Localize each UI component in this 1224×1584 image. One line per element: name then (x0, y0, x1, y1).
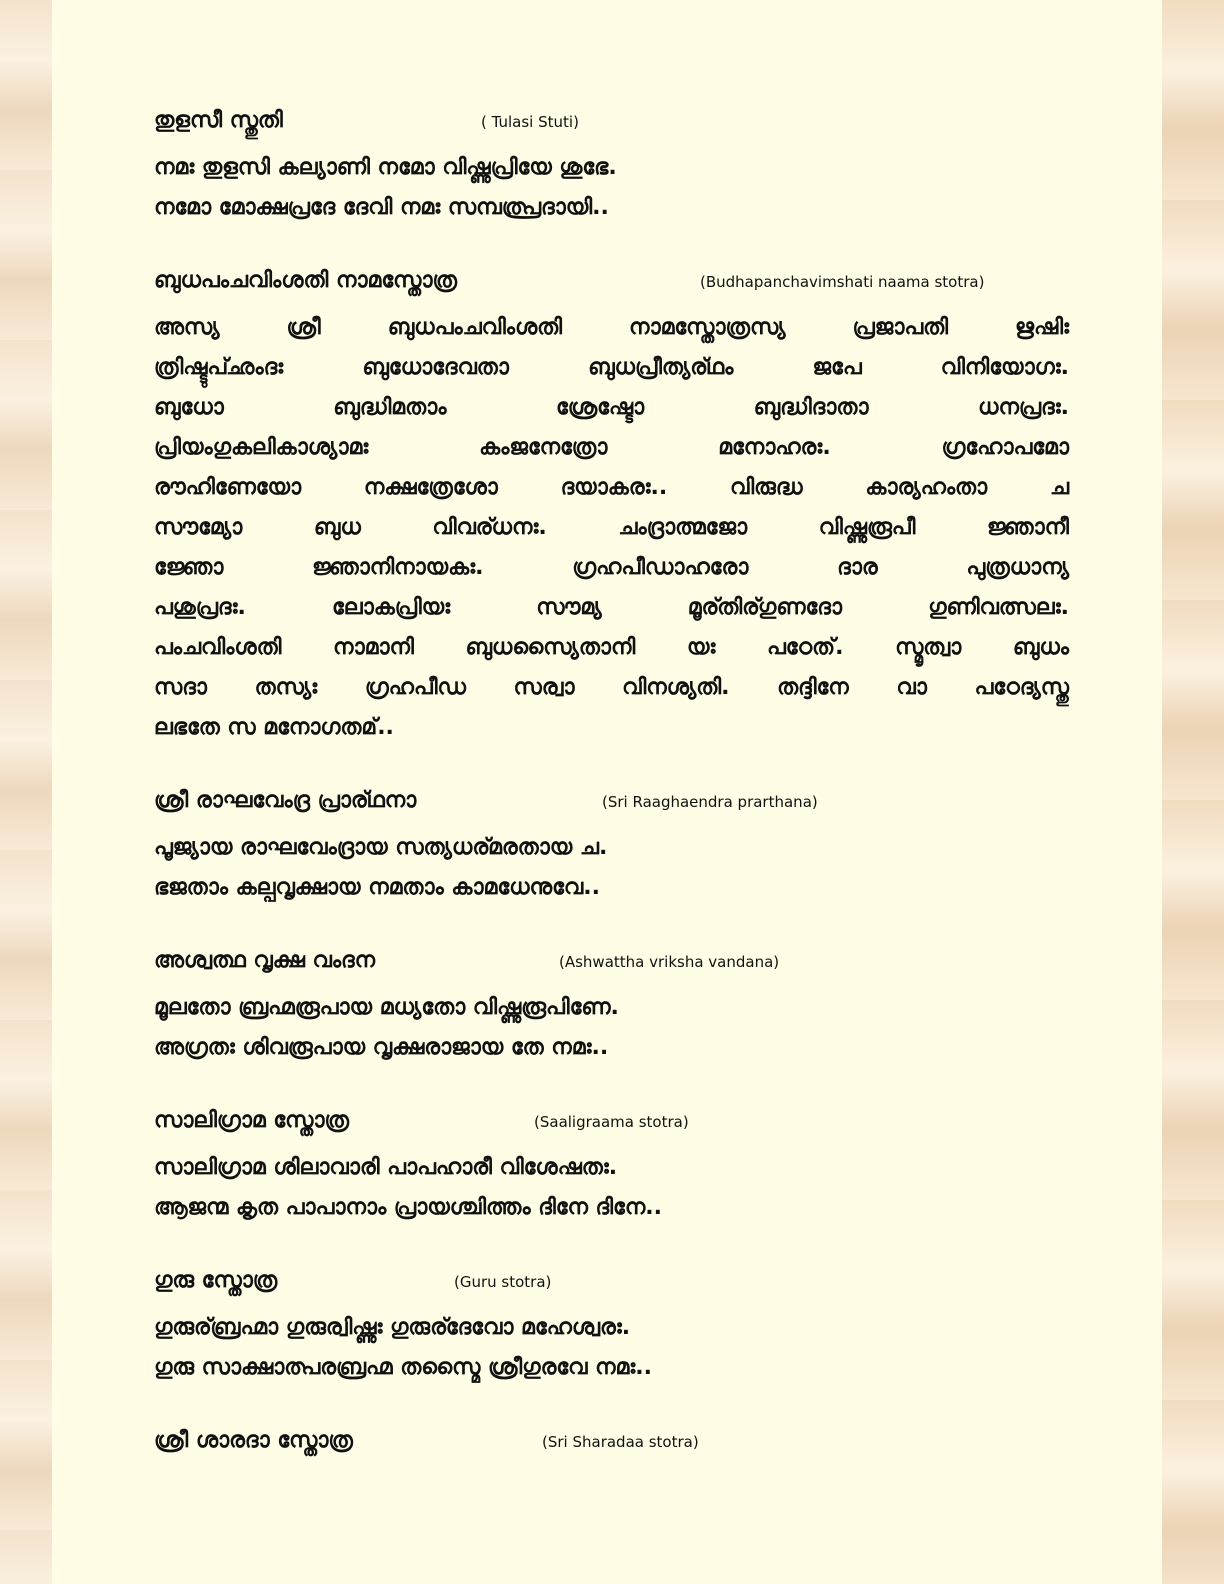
verse-word: സര്വാ (513, 675, 575, 700)
verse-word: വിനിയോഗഃ. (940, 355, 1069, 380)
page-border-left (0, 0, 52, 1584)
verse-word: അസ്യ (154, 315, 220, 340)
verse-line (154, 668, 1069, 708)
verse-word: ശ്രീ (286, 315, 321, 340)
verse-word: ബുധപ്രീത്യര്ഥം (588, 355, 734, 380)
verse-line: ലഭതേ സ മനോഗതമ്.. (154, 715, 394, 740)
verse-word: ബുധം (1012, 635, 1069, 660)
verse-line (154, 508, 1069, 548)
section-budhapanchavimshati (154, 268, 1069, 748)
section-heading (154, 1108, 1069, 1148)
section-raghavendra-prarthana (154, 788, 1069, 908)
verse-word: നാമസ്തോത്രസ്യ (629, 315, 786, 340)
section-title-english: (Sri Raaghaendra prarthana) (602, 793, 818, 811)
verse-word: ധനപ്രദഃ. (978, 395, 1069, 420)
verse-word: ബുധസ്യൈതാനി (465, 635, 636, 660)
verse-line (154, 548, 1069, 588)
verse-word: പശുപ്രദഃ. (154, 595, 246, 620)
verse-line (154, 588, 1069, 628)
section-title-malayalam: ബുധപംചവിംശതി നാമസ്തോത്ര (154, 268, 457, 293)
verse-line: ഭജതാം കല്പവൃക്ഷായ നമതാം കാമധേനുവേ.. (154, 875, 600, 900)
verse-word: വിഷ്ണുരൂപീ (818, 515, 916, 540)
section-title-malayalam: ശ്രീ രാഘവേംദ്ര പ്രാര്ഥനാ (154, 788, 417, 813)
verse-word: ദയാകരഃ.. (560, 475, 668, 500)
verse-line: ഗുരു സാക്ഷാത്പരബ്രഹ്മ തസ്മൈ ശ്രീഗുരവേ നമഃ.. (154, 1355, 653, 1380)
section-heading (154, 108, 1069, 148)
page-border-right (1162, 0, 1224, 1584)
verse-word: വിവര്ധനഃ. (432, 515, 547, 540)
verse-word: ജ്ഞാനീ (987, 515, 1069, 540)
verse-word: സ്മൃത്വാ (895, 635, 962, 660)
verse-word: സൗമ്യ (536, 595, 602, 620)
section-title-malayalam: ഗുരു സ്തോത്ര (154, 1268, 278, 1293)
verse-word: ച (1049, 475, 1069, 500)
verse-line (154, 628, 1069, 668)
verse-word: തസ്യഃ (254, 675, 318, 700)
section-title-english: (Budhapanchavimshati naama stotra) (700, 273, 985, 291)
verse-word: മനോഹരഃ. (718, 435, 831, 460)
verse-word: ബുധപംചവിംശതി (387, 315, 563, 340)
verse-word: ചംദ്രാത്മജോ (618, 515, 748, 540)
verse-word: നക്ഷത്രേശോ (363, 475, 498, 500)
verse-line (154, 308, 1069, 348)
verse-word: ശ്രേഷ്ടോ (555, 395, 645, 420)
verse-line: ഗുരുര്ബ്രഹ്മാ ഗുരുര്വിഷ്ണുഃ ഗുരുര്ദേവോ മഹേശ്വരഃ. (154, 1315, 631, 1340)
section-title-english: (Ashwattha vriksha vandana) (559, 953, 780, 971)
verse-word: യഃ (686, 635, 716, 660)
section-sharadaa-stotra (154, 1428, 1069, 1468)
verse-word: പ്രിയംഗുകലികാശ്യാമഃ (154, 435, 369, 460)
section-ashwattha-vandana (154, 948, 1069, 1068)
section-title-english: (Sri Sharadaa stotra) (542, 1433, 699, 1451)
section-title-english: (Guru stotra) (454, 1273, 552, 1291)
verse-line: ആജന്മ കൃത പാപാനാം പ്രായശ്ചിത്തം ദിനേ ദിനേ.. (154, 1195, 662, 1220)
verse-word: ജപേ (812, 355, 862, 380)
verse-word: ലോകപ്രിയഃ (332, 595, 451, 620)
verse-line (154, 428, 1069, 468)
section-heading (154, 268, 1069, 308)
verse-line: അഗ്രതഃ ശിവരൂപായ വൃക്ഷരാജായ തേ നമഃ.. (154, 1035, 609, 1060)
verse-word: ഗ്രഹപീഡ (364, 675, 466, 700)
verse-word: വാ (896, 675, 927, 700)
section-saaligraama-stotra (154, 1108, 1069, 1228)
verse-word: സദാ (154, 675, 207, 700)
section-heading (154, 1268, 1069, 1308)
verse-line: നമോ മോക്ഷപ്രദേ ദേവി നമഃ സമ്പത്പ്രദായി.. (154, 195, 609, 220)
verse-word: ബുധോ (154, 395, 224, 420)
verse-word: ഗ്രഹപീഡാഹരോ (572, 555, 749, 580)
verse-word: കാര്യഹംതാ (865, 475, 988, 500)
verse-word: പഠേത്. (766, 635, 844, 660)
justified-verse-block (154, 308, 1069, 708)
section-guru-stotra (154, 1268, 1069, 1388)
verse-word: ജ്ഞാനിനായകഃ. (312, 555, 484, 580)
verse-line: മൂലതോ ബ്രഹ്മരൂപായ മധ്യതോ വിഷ്ണുരൂപിണേ. (154, 995, 619, 1020)
verse-word: ഗുണിവത്സലഃ. (928, 595, 1069, 620)
document-page (52, 0, 1162, 1584)
verse-word: നാമാനി (333, 635, 414, 660)
verse-line: നമഃ തുളസി കല്യാണി നമോ വിഷ്ണുപ്രിയേ ശുഭേ. (154, 155, 617, 180)
document-content (154, 108, 1069, 1508)
verse-line: സാലിഗ്രാമ ശിലാവാരി പാപഹാരീ വിശേഷതഃ. (154, 1155, 618, 1180)
verse-word: ബുധ (313, 515, 361, 540)
verse-word: ബുദ്ധിമതാം (333, 395, 447, 420)
verse-line (154, 348, 1069, 388)
section-heading (154, 1428, 1069, 1468)
verse-word: തദ്ദിനേ (777, 675, 849, 700)
verse-line (154, 468, 1069, 508)
verse-word: ദാര (837, 555, 878, 580)
verse-word: ജ്ഞോ (154, 555, 224, 580)
verse-word: മൂര്തിര്ഗുണദോ (687, 595, 842, 620)
section-title-english: (Saaligraama stotra) (534, 1113, 689, 1131)
verse-word: പംചവിംശതി (154, 635, 282, 660)
verse-line: പൂജ്യായ രാഘവേംദ്രായ സത്യധര്മരതായ ച. (154, 835, 608, 860)
verse-word: സൗമ്യോ (154, 515, 243, 540)
verse-word: ബുദ്ധിദാതാ (753, 395, 869, 420)
verse-word: ഗ്രഹോപമോ (941, 435, 1069, 460)
verse-line (154, 388, 1069, 428)
section-heading (154, 948, 1069, 988)
section-title-malayalam: അശ്വത്ഥ വൃക്ഷ വംദന (154, 948, 376, 973)
verse-word: കംജനേത്രോ (479, 435, 608, 460)
verse-word: പഠേദ്യസ്തു (974, 675, 1069, 700)
verse-word: പ്രജാപതി (852, 315, 949, 340)
section-title-malayalam: തുളസീ സ്തുതി (154, 108, 283, 133)
section-title-english: ( Tulasi Stuti) (481, 113, 579, 131)
section-title-malayalam: ശ്രീ ശാരദാ സ്തോത്ര (154, 1428, 353, 1453)
verse-word: രൗഹിണേയോ (154, 475, 302, 500)
verse-word: ബുധോദേവതാ (362, 355, 509, 380)
section-title-malayalam: സാലിഗ്രാമ സ്തോത്ര (154, 1108, 349, 1133)
verse-word: ത്രിഷ്ടുപ്ഛംദഃ (154, 355, 284, 380)
verse-word: പുത്രധാന്യ (966, 555, 1069, 580)
verse-word: വിരുദ്ധ (730, 475, 803, 500)
section-heading (154, 788, 1069, 828)
section-tulasi-stuti (154, 108, 1069, 228)
verse-word: ഋഷിഃ (1015, 315, 1069, 340)
verse-word: വിനശ്യതി. (622, 675, 730, 700)
